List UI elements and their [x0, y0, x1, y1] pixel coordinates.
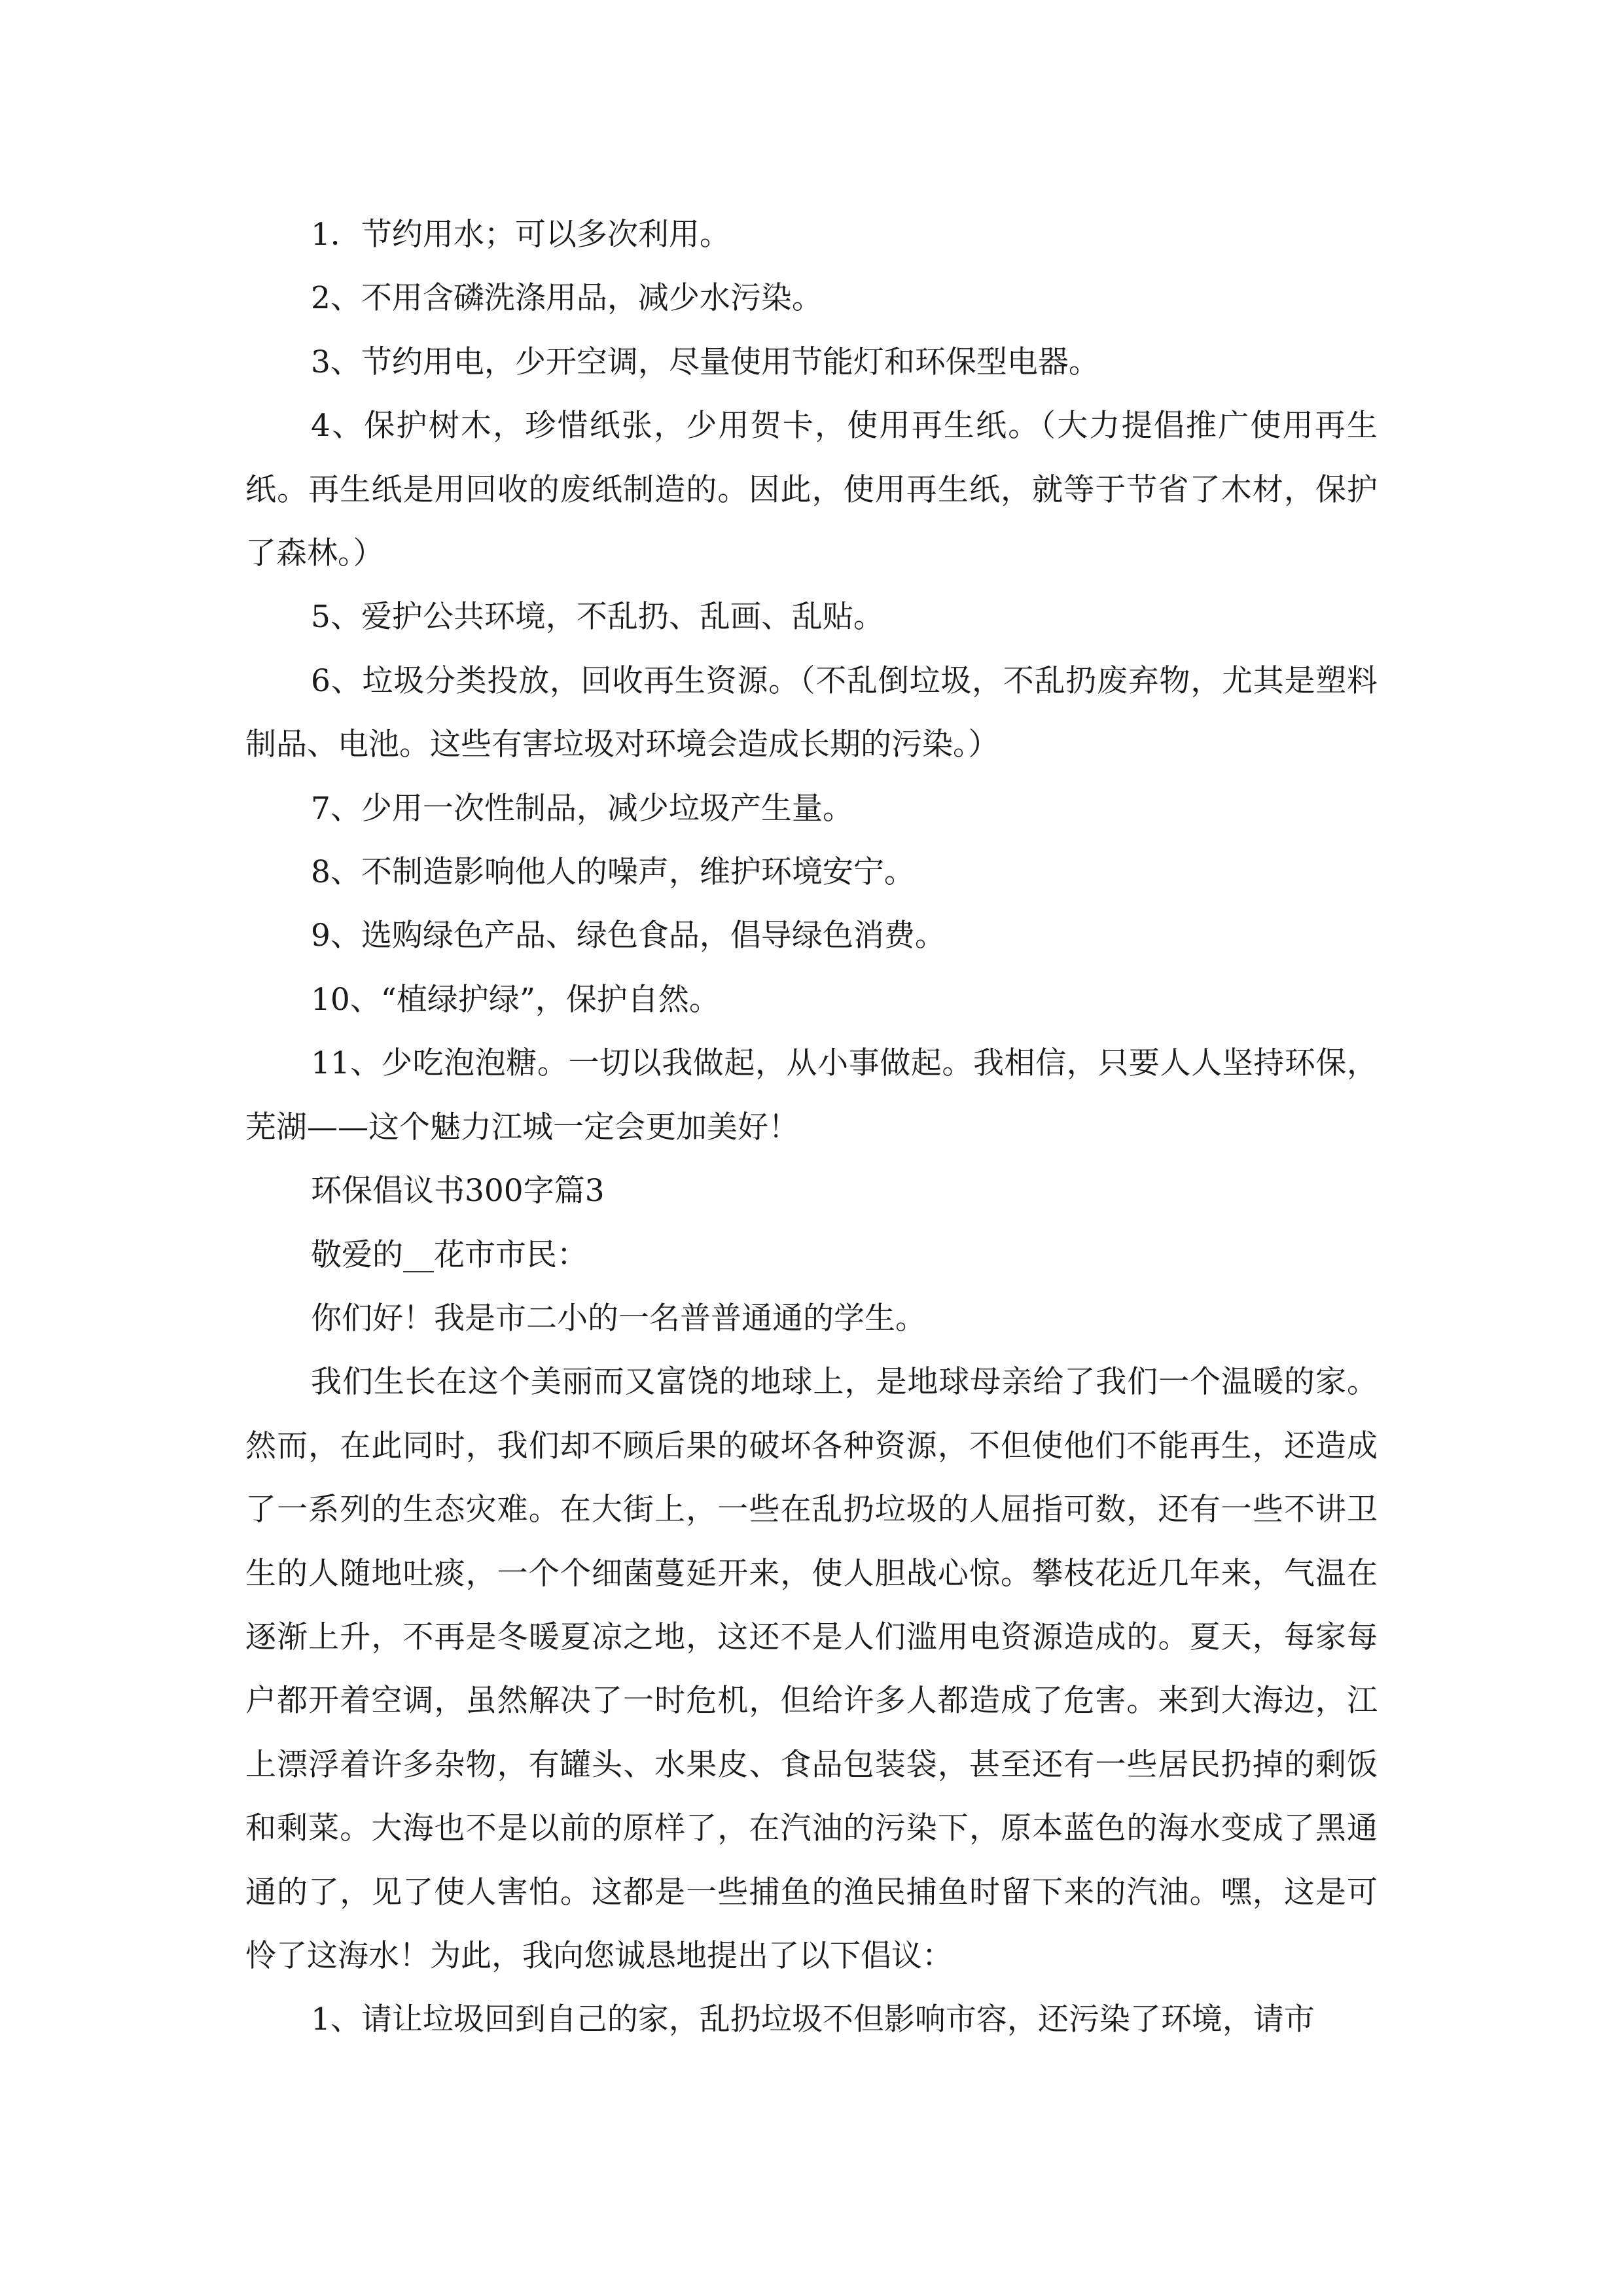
paragraph-item-9: 9、选购绿色产品、绿色食品，倡导绿色消费。 [311, 918, 946, 954]
paragraph-item-1: 1．节约用水；可以多次利用。 [311, 217, 730, 253]
body-paragraph: 我们生长在这个美丽而又富饶的地球上，是地球母亲给了我们一个温暖的家。然而，在此同时，我们却不顾后果的破坏各种资源，不但使他们不能再生，还造成了一系列的生态灾难。在大街上，一些在乱扔垃圾的人屈指可数，还有一些不讲卫生的人随地吐痰，一个个细菌蔓延开来，使人胆战心惊。攀枝花近几年来，气温在逐渐上升，不再是冬暖夏凉之地，这还不是人们滥用电资源造成的。夏天，每家每户都开着空调，虽然解决了一时危机，但给许多人都造成了危害。来到大海边，江上漂浮着许多杂物，有罐头、水果皮、食品包装袋，甚至还有一些居民扔掉的剩饭和剩菜。大海也不是以前的原样了，在汽油的污染下，原本蓝色的海水变成了黑通通的了，见了使人害怕。这都是一些捕鱼的渔民捕鱼时留下来的汽油。嘿，这是可怜了这海水！为此，我向您诚恳地提出了以下倡议： [245, 1364, 1378, 1974]
paragraph-item-8: 8、不制造影响他人的噪声，维护环境安宁。 [311, 854, 915, 891]
paragraph-item-5: 5、爱护公共环境，不乱扔、乱画、乱贴。 [311, 599, 884, 636]
section-heading: 环保倡议书300字篇3 [311, 1173, 605, 1210]
greeting: 你们好！我是市二小的一名普普通通的学生。 [311, 1300, 926, 1336]
paragraph-item-6: 6、垃圾分类投放，回收再生资源。（不乱倒垃圾，不乱扔废弃物，尤其是塑料制品、电池。这些有害垃圾对环境会造成长期的污染。） [245, 662, 1378, 763]
proposal-item-1: 1、请让垃圾回到自己的家，乱扔垃圾不但影响市容，还污染了环境，请市 [311, 2001, 1315, 2038]
document-body [245, 203, 1378, 2052]
paragraph-item-3: 3、节约用电，少开空调，尽量使用节能灯和环保型电器。 [311, 344, 1099, 380]
paragraph-item-4: 4、保护树木，珍惜纸张，少用贺卡，使用再生纸。（大力提倡推广使用再生纸。再生纸是用回收的废纸制造的。因此，使用再生纸，就等于节省了木材，保护了森林。） [245, 408, 1378, 572]
paragraph-item-11: 11、少吃泡泡糖。一切以我做起，从小事做起。我相信，只要人人坚持环保，芜湖——这个魅力江城一定会更加美好！ [245, 1045, 1378, 1145]
paragraph-item-7: 7、少用一次性制品，减少垃圾产生量。 [311, 790, 853, 827]
paragraph-item-10: 10、“植绿护绿”，保护自然。 [311, 981, 720, 1018]
paragraph-item-2: 2、不用含磷洗涤用品，减少水污染。 [311, 280, 823, 317]
salutation: 敬爱的__花市市民： [311, 1236, 588, 1273]
